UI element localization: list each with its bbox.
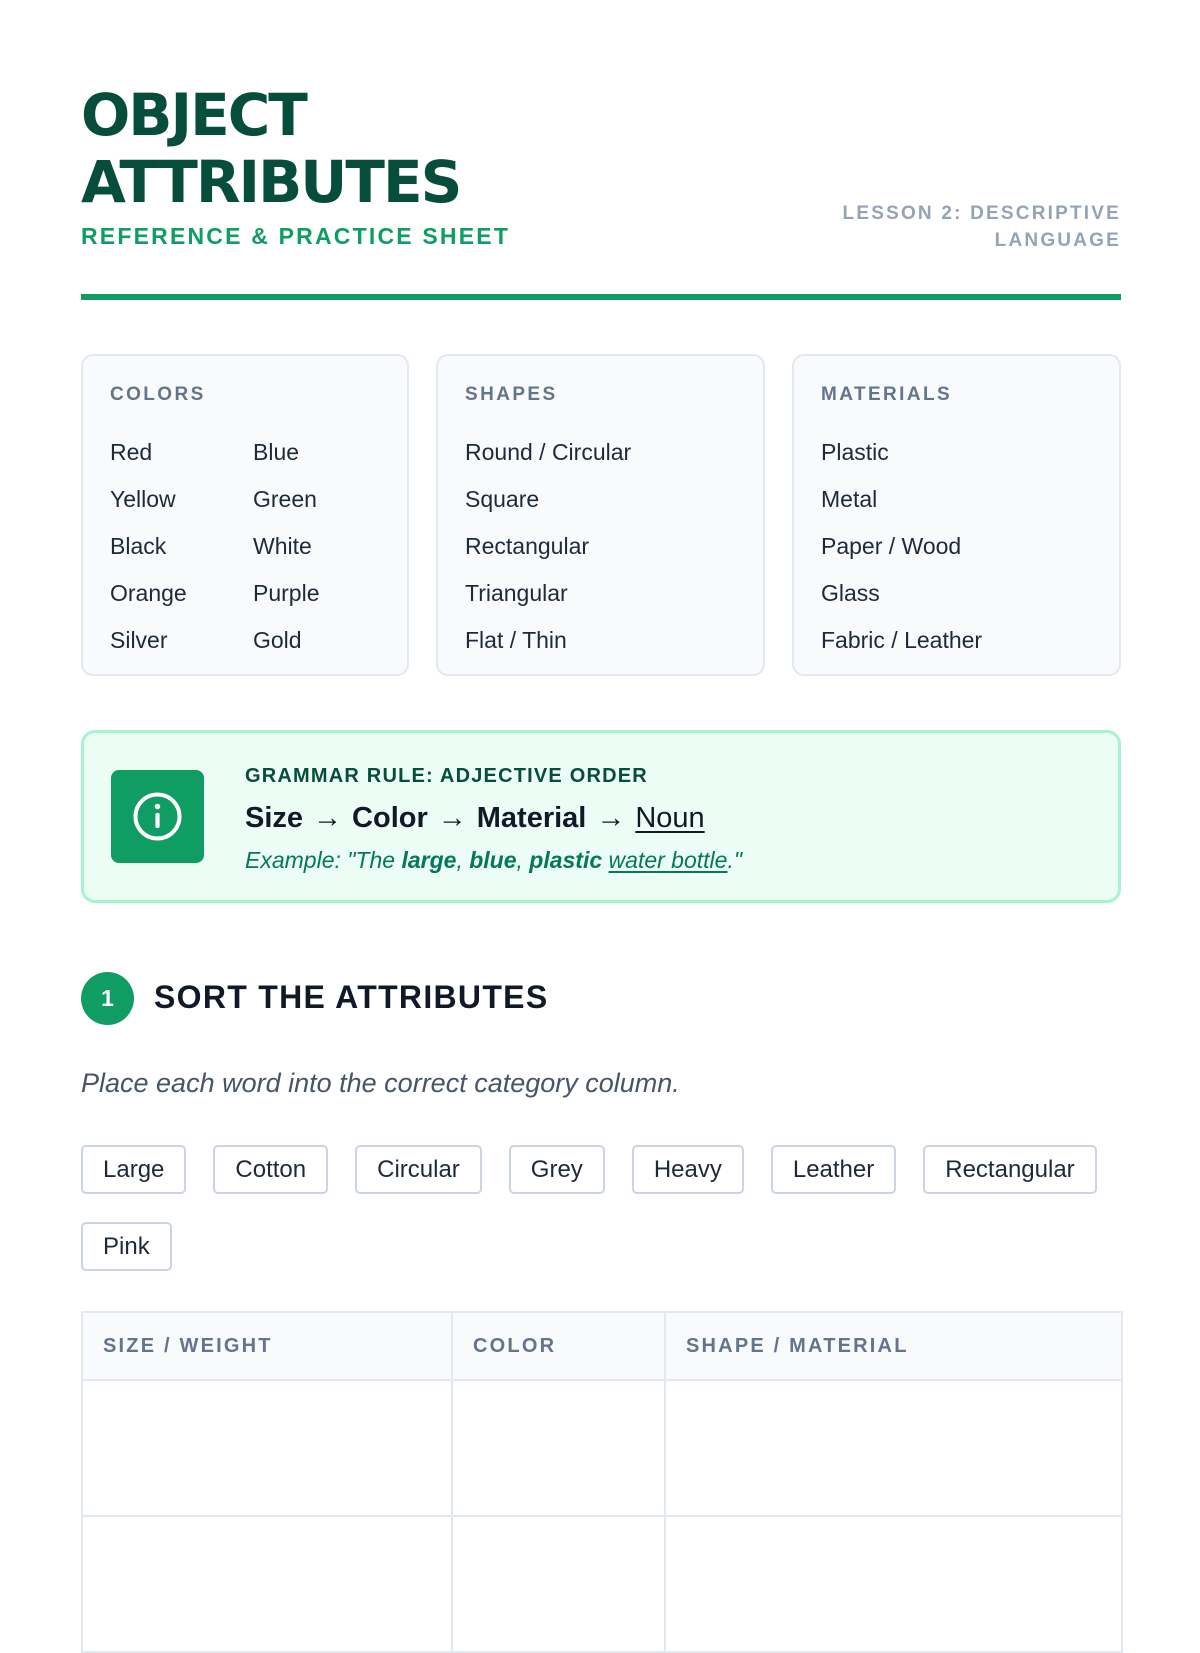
step-number-badge: 1	[81, 972, 134, 1025]
color-item: Yellow	[110, 486, 176, 512]
example-adjective-material: plastic	[529, 847, 603, 873]
material-item: Paper / Wood	[821, 533, 962, 559]
materials-card	[792, 354, 1121, 676]
arrow-icon: →	[596, 802, 626, 834]
example-separator: ,	[516, 847, 530, 873]
example-prefix: Example: "The	[245, 847, 402, 873]
material-item: Metal	[821, 486, 878, 512]
example-separator: ,	[456, 847, 470, 873]
shape-item: Flat / Thin	[465, 627, 567, 653]
lesson-label-line-2: LANGUAGE	[994, 230, 1121, 251]
section-instruction: Place each word into the correct category column.	[81, 1068, 680, 1098]
color-item: Gold	[253, 627, 302, 653]
info-icon	[111, 770, 204, 863]
color-item: Red	[110, 439, 153, 465]
colors-card	[81, 354, 409, 676]
formula-size: Size	[245, 802, 304, 834]
column-header-color: COLOR	[452, 1312, 665, 1380]
formula-noun: Noun	[635, 802, 705, 834]
color-item: Black	[110, 533, 167, 559]
materials-card-title: MATERIALS	[821, 384, 953, 405]
shapes-list	[465, 429, 631, 664]
formula-material: Material	[476, 802, 587, 834]
example-suffix: ."	[727, 847, 743, 873]
answer-cell[interactable]	[665, 1380, 1122, 1516]
answer-cell[interactable]	[82, 1516, 452, 1652]
shapes-card-title: SHAPES	[465, 384, 558, 405]
material-item: Fabric / Leather	[821, 627, 983, 653]
shape-item: Square	[465, 486, 540, 512]
grammar-rule-label: GRAMMAR RULE: ADJECTIVE ORDER	[245, 765, 648, 787]
formula-color: Color	[352, 802, 428, 834]
word-chip[interactable]: Leather	[771, 1145, 896, 1194]
grammar-example	[245, 847, 742, 874]
word-chip[interactable]: Heavy	[632, 1145, 744, 1194]
lesson-label-line-1: LESSON 2: DESCRIPTIVE	[842, 203, 1121, 224]
word-chip[interactable]: Cotton	[213, 1145, 328, 1194]
colors-list	[110, 429, 383, 664]
material-item: Glass	[821, 580, 880, 606]
title-line-2: ATTRIBUTES	[81, 148, 461, 216]
shape-item: Rectangular	[465, 533, 590, 559]
table-row	[82, 1516, 1122, 1652]
arrow-icon: →	[437, 802, 467, 834]
answer-cell[interactable]	[452, 1380, 665, 1516]
answer-cell[interactable]	[665, 1516, 1122, 1652]
color-item: Green	[253, 486, 317, 512]
word-chip[interactable]: Pink	[81, 1222, 172, 1271]
example-noun: water bottle	[608, 847, 728, 873]
answer-cell[interactable]	[82, 1380, 452, 1516]
section-title: SORT THE ATTRIBUTES	[154, 979, 549, 1015]
arrow-icon: →	[313, 802, 343, 834]
word-chip[interactable]: Rectangular	[923, 1145, 1096, 1194]
example-adjective-size: large	[401, 847, 457, 873]
answer-cell[interactable]	[452, 1516, 665, 1652]
color-item: Orange	[110, 580, 187, 606]
color-item: Purple	[253, 580, 320, 606]
column-header-shape-material: SHAPE / MATERIAL	[665, 1312, 1122, 1380]
color-item: Silver	[110, 627, 168, 653]
color-item: White	[253, 533, 312, 559]
lesson-label	[791, 200, 1121, 254]
grammar-rule-box	[81, 730, 1121, 903]
color-item: Blue	[253, 439, 300, 465]
example-adjective-color: blue	[469, 847, 517, 873]
word-chip[interactable]: Grey	[509, 1145, 605, 1194]
material-item: Plastic	[821, 439, 889, 465]
shapes-card	[436, 354, 765, 676]
word-chip[interactable]: Large	[81, 1145, 186, 1194]
word-bank	[81, 1145, 1126, 1299]
page-header	[81, 82, 1121, 252]
word-chip[interactable]: Circular	[355, 1145, 482, 1194]
page-subtitle: REFERENCE & PRACTICE SHEET	[81, 223, 511, 249]
page-title	[81, 82, 1121, 216]
column-header-size-weight: SIZE / WEIGHT	[82, 1312, 452, 1380]
table-row	[82, 1380, 1122, 1516]
materials-list	[821, 429, 982, 664]
colors-card-title: COLORS	[110, 384, 206, 405]
shape-item: Round / Circular	[465, 439, 632, 465]
header-divider	[81, 294, 1121, 300]
shape-item: Triangular	[465, 580, 568, 606]
adjective-order-formula	[245, 802, 705, 835]
table-header-row	[82, 1312, 1122, 1380]
sort-table	[81, 1311, 1123, 1653]
title-line-1: OBJECT	[81, 81, 306, 149]
